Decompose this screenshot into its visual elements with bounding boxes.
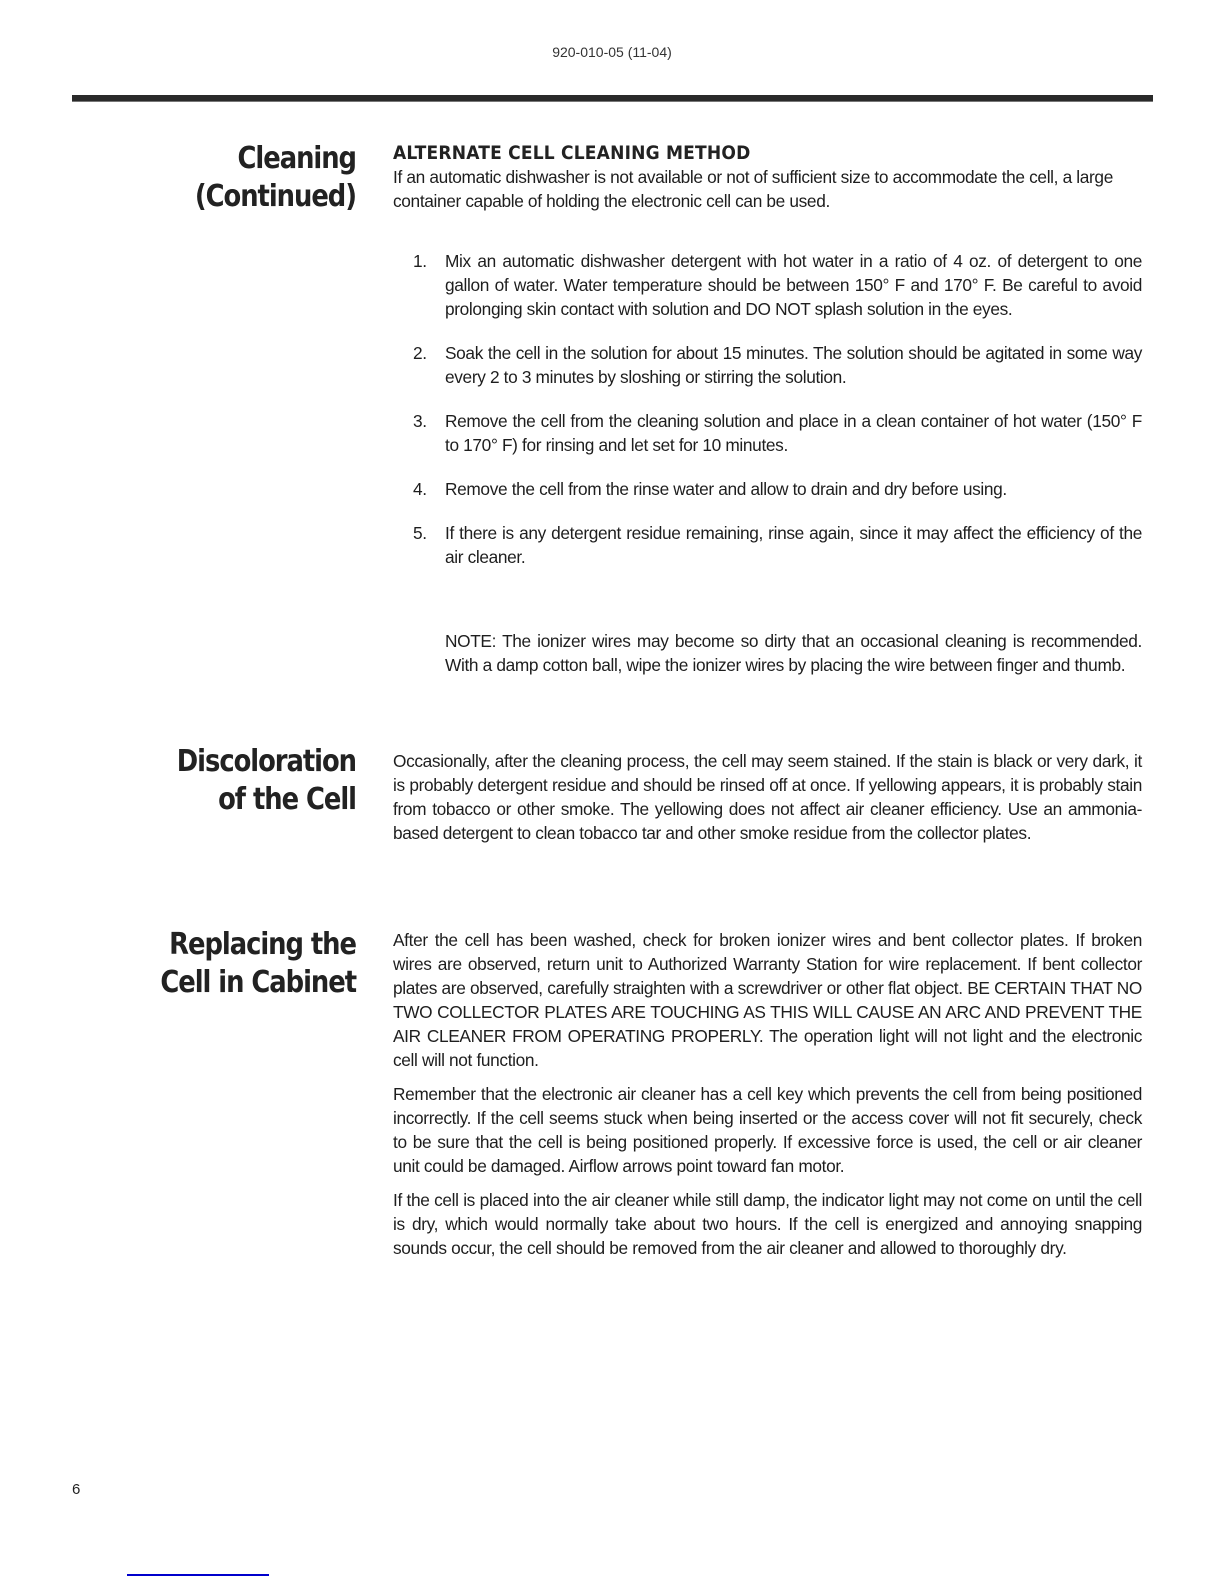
cleaning-note: NOTE: The ionizer wires may become so dirty that an occasional cleaning is recommended. With a damp cotton ball, wipe the ionizer wires by placing the wire between finger and thumb. bbox=[445, 631, 1142, 675]
section-heading-replacing bbox=[144, 926, 356, 1002]
step-number: 1. bbox=[413, 251, 427, 271]
replacing-paragraph: After the cell has been washed, check for broken ionizer wires and bent collector plates. If broken wires are observed, return unit to Authorized Warranty Station for wire replacement. If bent collector plates are observed, carefully straighten with a screwdriver or other flat object. BE CERTAIN THAT NO TWO COLLECTOR PLATES ARE TOUCHING AS THIS WILL CAUSE AN ARC AND PREVENT THE AIR CLEANER FROM OPERATING PROPERLY. The operation light will not light and the electronic cell will not function. bbox=[393, 930, 1142, 1070]
step-text: Remove the cell from the cleaning solution and place in a clean container of hot water (150° F to 170° F) for rinsing and let set for 10 minutes. bbox=[445, 411, 1142, 455]
heading-line: Cell in Cabinet bbox=[160, 965, 356, 1000]
heading-line: (Continued) bbox=[194, 179, 356, 214]
footer-link-underline bbox=[127, 1574, 269, 1576]
cleaning-intro-block bbox=[393, 142, 1142, 213]
section-heading-discoloration bbox=[144, 743, 356, 819]
cleaning-intro-text: If an automatic dishwasher is not available or not of sufficient size to accommodate the cell, a large container capable of holding the electronic cell can be used. bbox=[393, 167, 1113, 211]
heading-line: Cleaning bbox=[237, 141, 356, 176]
step-text: Mix an automatic dishwasher detergent with hot water in a ratio of 4 oz. of detergent to one gallon of water. Water temperature should be between 150° F and 170° F. Be careful to avoid prolonging skin contact with solution and DO NOT splash solution in the eyes. bbox=[445, 251, 1142, 319]
step-item bbox=[410, 477, 1142, 501]
step-number: 3. bbox=[413, 411, 427, 431]
heading-line: Discoloration bbox=[176, 744, 356, 779]
doc-code: 920-010-05 (11-04) bbox=[552, 44, 672, 60]
subheading-alternate-method: ALTERNATE CELL CLEANING METHOD bbox=[393, 142, 751, 164]
step-number: 2. bbox=[413, 343, 427, 363]
step-text: If there is any detergent residue remaining, rinse again, since it may affect the efficiency of the air cleaner. bbox=[445, 523, 1142, 567]
replacing-body bbox=[393, 928, 1142, 1260]
step-item bbox=[410, 341, 1142, 389]
replacing-paragraph: If the cell is placed into the air cleaner while still damp, the indicator light may not come on until the cell is dry, which would normally take about two hours. If the cell is energized and annoying snapping sounds occur, the cell should be removed from the air cleaner and allowed to thoroughly dry. bbox=[393, 1190, 1142, 1258]
section-heading-cleaning bbox=[144, 140, 356, 216]
step-item bbox=[410, 521, 1142, 569]
step-text: Soak the cell in the solution for about 15 minutes. The solution should be agitated in some way every 2 to 3 minutes by sloshing or stirring the solution. bbox=[445, 343, 1142, 387]
step-number: 5. bbox=[413, 523, 427, 543]
step-text: Remove the cell from the rinse water and allow to drain and dry before using. bbox=[445, 479, 1007, 499]
step-item bbox=[410, 249, 1142, 321]
heading-line: Replacing the bbox=[169, 927, 356, 962]
step-item bbox=[410, 409, 1142, 457]
discoloration-body: Occasionally, after the cleaning process, the cell may seem stained. If the stain is black or very dark, it is probably detergent residue and should be rinsed off at once. If yellowing appears, it is probably stain from tobacco or other smoke. The yellowing does not affect air cleaner efficiency. Use an ammonia-based detergent to clean tobacco tar and other smoke residue from the collector plates. bbox=[393, 751, 1142, 843]
replacing-paragraph: Remember that the electronic air cleaner has a cell key which prevents the cell from being positioned incorrectly. If the cell seems stuck when being inserted or the access cover will not fit securely, check to be sure that the cell is being positioned properly. If excessive force is used, the cell or air cleaner unit could be damaged. Airflow arrows point toward fan motor. bbox=[393, 1084, 1142, 1176]
cleaning-steps-list bbox=[410, 249, 1142, 589]
heading-line: of the Cell bbox=[218, 782, 356, 817]
page-number: 6 bbox=[72, 1481, 81, 1498]
header-rule bbox=[72, 95, 1153, 102]
step-number: 4. bbox=[413, 479, 427, 499]
